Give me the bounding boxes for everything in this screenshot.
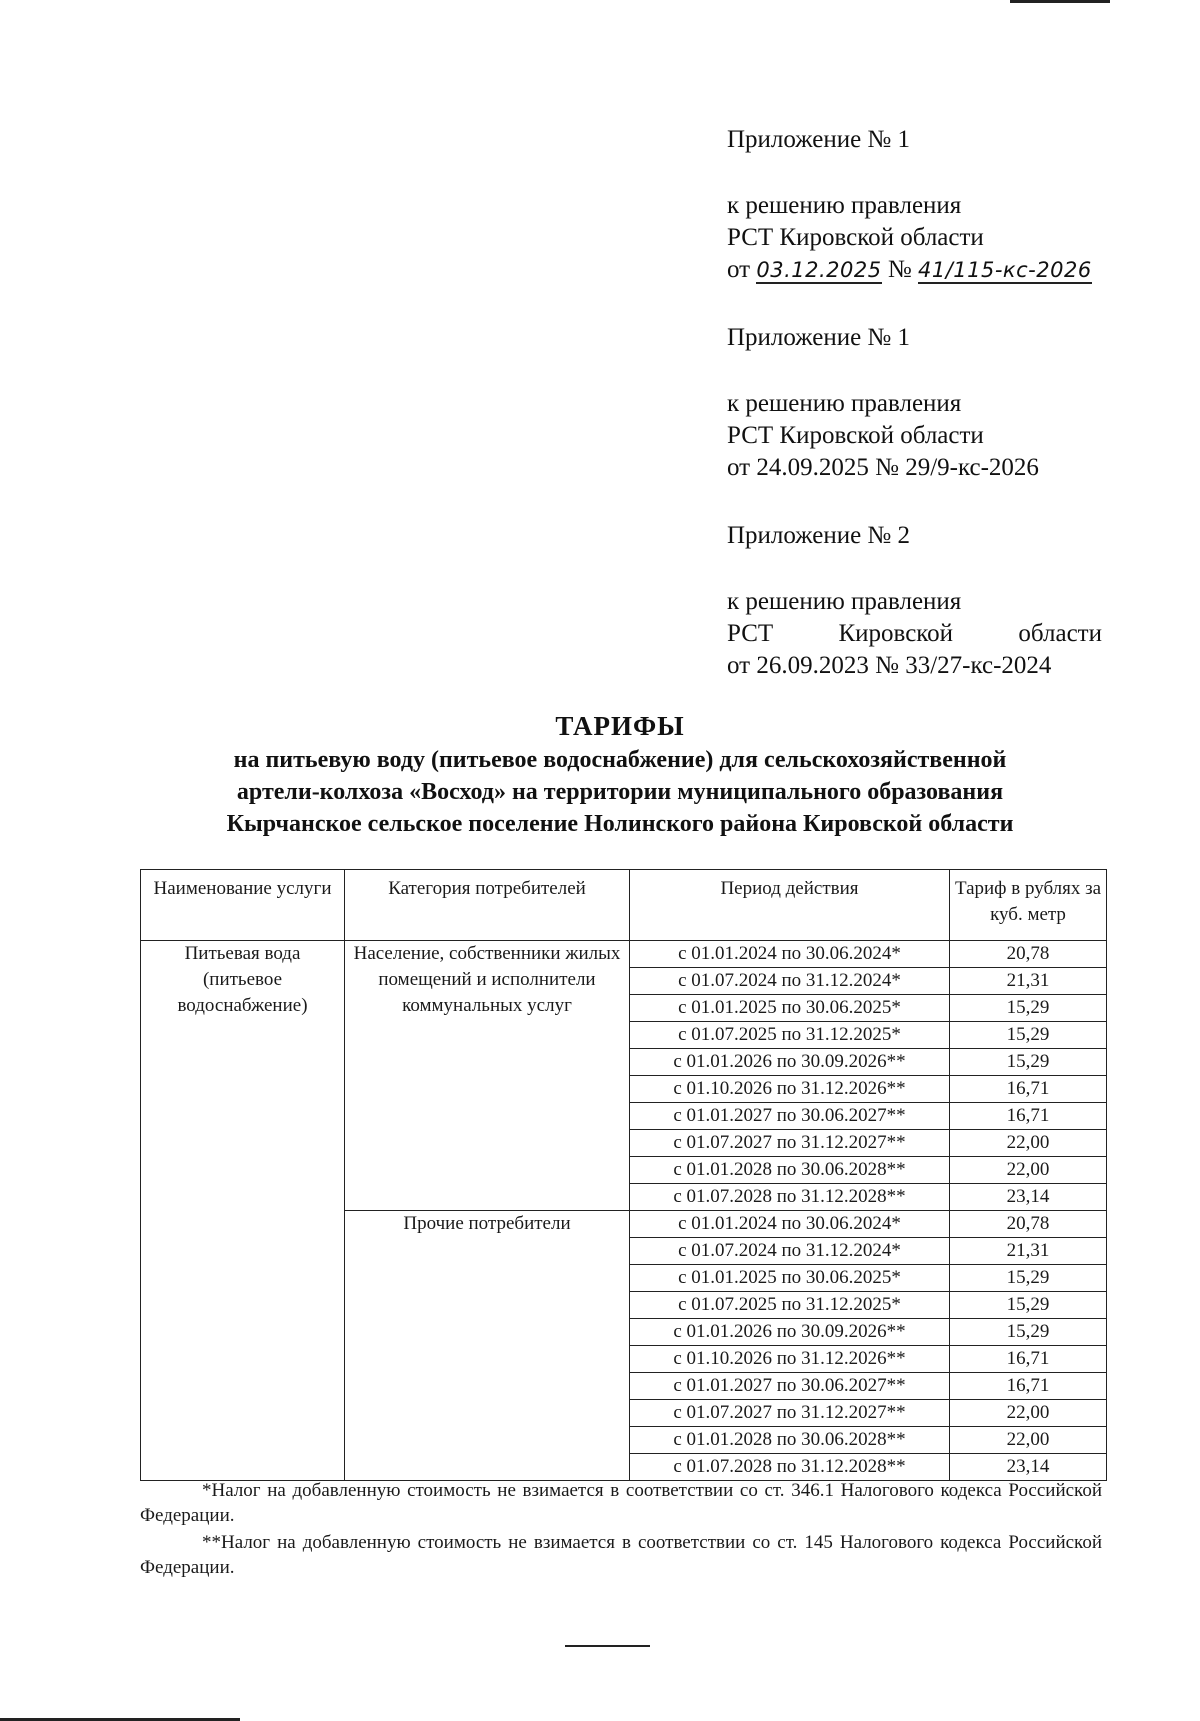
period-cell: с 01.01.2024 по 30.06.2024* bbox=[630, 1211, 950, 1238]
period-cell: с 01.01.2028 по 30.06.2028** bbox=[630, 1427, 950, 1454]
header-period: Период действия bbox=[630, 870, 950, 941]
top-scan-mark bbox=[1010, 0, 1110, 3]
header-service: Наименование услуги bbox=[141, 870, 345, 941]
tariff-cell: 23,14 bbox=[950, 1454, 1107, 1481]
period-cell: с 01.10.2026 по 31.12.2026** bbox=[630, 1076, 950, 1103]
tariff-cell: 15,29 bbox=[950, 1022, 1107, 1049]
heading-title: ТАРИФЫ bbox=[555, 711, 685, 741]
tariff-cell: 20,78 bbox=[950, 941, 1107, 968]
appendix-prev2-line3: от 26.09.2023 № 33/27-кс-2024 bbox=[727, 652, 1052, 679]
appendix-prev2-line2 bbox=[727, 618, 1102, 650]
period-cell: с 01.01.2027 по 30.06.2027** bbox=[630, 1103, 950, 1130]
period-cell: с 01.01.2025 по 30.06.2025* bbox=[630, 995, 950, 1022]
appendix-current-date-line bbox=[727, 254, 1092, 286]
footnotes bbox=[140, 1478, 1102, 1582]
tariff-cell: 15,29 bbox=[950, 995, 1107, 1022]
period-cell: с 01.01.2028 по 30.06.2028** bbox=[630, 1157, 950, 1184]
appendix-prev2-word1: РСТ bbox=[727, 620, 774, 647]
tariffs-table bbox=[140, 869, 1107, 1481]
footnote-vat-3461: *Налог на добавленную стоимость не взимается в соответствии со ст. 346.1 Налогового кодекса Российской Федерации. bbox=[140, 1480, 1102, 1526]
period-cell: с 01.01.2026 по 30.09.2026** bbox=[630, 1049, 950, 1076]
tariff-cell: 22,00 bbox=[950, 1427, 1107, 1454]
period-cell: с 01.07.2027 по 31.12.2027** bbox=[630, 1130, 950, 1157]
tariff-cell: 20,78 bbox=[950, 1211, 1107, 1238]
appendix-prev2-title: Приложение № 2 bbox=[727, 522, 911, 549]
appendix-prev1-line1: к решению правления bbox=[727, 390, 962, 417]
period-cell: с 01.07.2024 по 31.12.2024* bbox=[630, 1238, 950, 1265]
table-header-row bbox=[141, 870, 1107, 941]
appendix-prev1-title: Приложение № 1 bbox=[727, 324, 911, 351]
tariff-cell: 23,14 bbox=[950, 1184, 1107, 1211]
heading-line1: на питьевую воду (питьевое водоснабжение) для сельскохозяйственной bbox=[233, 747, 1007, 773]
tariff-cell: 22,00 bbox=[950, 1400, 1107, 1427]
handwritten-date: 03.12.2025 bbox=[756, 258, 882, 282]
tariff-cell: 21,31 bbox=[950, 1238, 1107, 1265]
tariff-cell: 15,29 bbox=[950, 1049, 1107, 1076]
appendix-prev2-word2: Кировской bbox=[838, 620, 954, 647]
tariff-cell: 16,71 bbox=[950, 1103, 1107, 1130]
tariff-cell: 15,29 bbox=[950, 1265, 1107, 1292]
tariff-cell: 16,71 bbox=[950, 1373, 1107, 1400]
period-cell: с 01.01.2025 по 30.06.2025* bbox=[630, 1265, 950, 1292]
category-cell: Население, собственники жилых помещений и исполнители коммунальных услуг bbox=[345, 941, 630, 1211]
table-row bbox=[141, 941, 1107, 968]
service-name-cell: Питьевая вода (питьевое водоснабжение) bbox=[141, 941, 345, 1481]
closing-rule bbox=[565, 1645, 650, 1647]
appendix-prev2-block bbox=[727, 520, 1102, 682]
period-cell: с 01.07.2027 по 31.12.2027** bbox=[630, 1400, 950, 1427]
category-cell: Прочие потребители bbox=[345, 1211, 630, 1481]
period-cell: с 01.07.2028 по 31.12.2028** bbox=[630, 1454, 950, 1481]
handwritten-number: 41/115-кс-2026 bbox=[917, 258, 1092, 282]
period-cell: с 01.07.2025 по 31.12.2025* bbox=[630, 1292, 950, 1319]
period-cell: с 01.01.2024 по 30.06.2024* bbox=[630, 941, 950, 968]
heading-line2: артели-колхоза «Восход» на территории муниципального образования bbox=[236, 779, 1004, 805]
appendix-current-line1: к решению правления bbox=[727, 192, 962, 219]
header-category: Категория потребителей bbox=[345, 870, 630, 941]
tariff-cell: 16,71 bbox=[950, 1076, 1107, 1103]
tariff-cell: 15,29 bbox=[950, 1292, 1107, 1319]
tariff-cell: 15,29 bbox=[950, 1319, 1107, 1346]
period-cell: с 01.07.2025 по 31.12.2025* bbox=[630, 1022, 950, 1049]
appendix-current-prefix: от bbox=[727, 256, 751, 283]
period-cell: с 01.07.2028 по 31.12.2028** bbox=[630, 1184, 950, 1211]
footnote-vat-145: **Налог на добавленную стоимость не взимается в соответствии со ст. 145 Налогового кодекса Российской Федерации. bbox=[140, 1532, 1102, 1578]
tariff-cell: 22,00 bbox=[950, 1157, 1107, 1184]
heading-line3: Кырчанское сельское поселение Нолинского района Кировской области bbox=[226, 811, 1014, 837]
appendix-prev1-block bbox=[727, 322, 1039, 484]
period-cell: с 01.01.2026 по 30.09.2026** bbox=[630, 1319, 950, 1346]
appendix-prev1-line3: от 24.09.2025 № 29/9-кс-2026 bbox=[727, 454, 1039, 481]
appendix-current-block bbox=[727, 124, 1092, 286]
appendix-current-title: Приложение № 1 bbox=[727, 126, 911, 153]
period-cell: с 01.01.2027 по 30.06.2027** bbox=[630, 1373, 950, 1400]
appendix-current-num-sign: № bbox=[887, 256, 912, 283]
tariff-cell: 22,00 bbox=[950, 1130, 1107, 1157]
period-cell: с 01.10.2026 по 31.12.2026** bbox=[630, 1346, 950, 1373]
document-heading bbox=[140, 708, 1100, 840]
appendix-prev2-line1: к решению правления bbox=[727, 588, 962, 615]
appendix-current-line2: РСТ Кировской области bbox=[727, 224, 984, 251]
tariff-cell: 16,71 bbox=[950, 1346, 1107, 1373]
appendix-prev1-line2: РСТ Кировской области bbox=[727, 422, 984, 449]
tariff-cell: 21,31 bbox=[950, 968, 1107, 995]
header-tariff: Тариф в рублях за куб. метр bbox=[950, 870, 1107, 941]
appendix-prev2-word3: области bbox=[1018, 620, 1102, 647]
tariffs-table-body bbox=[141, 941, 1107, 1481]
period-cell: с 01.07.2024 по 31.12.2024* bbox=[630, 968, 950, 995]
